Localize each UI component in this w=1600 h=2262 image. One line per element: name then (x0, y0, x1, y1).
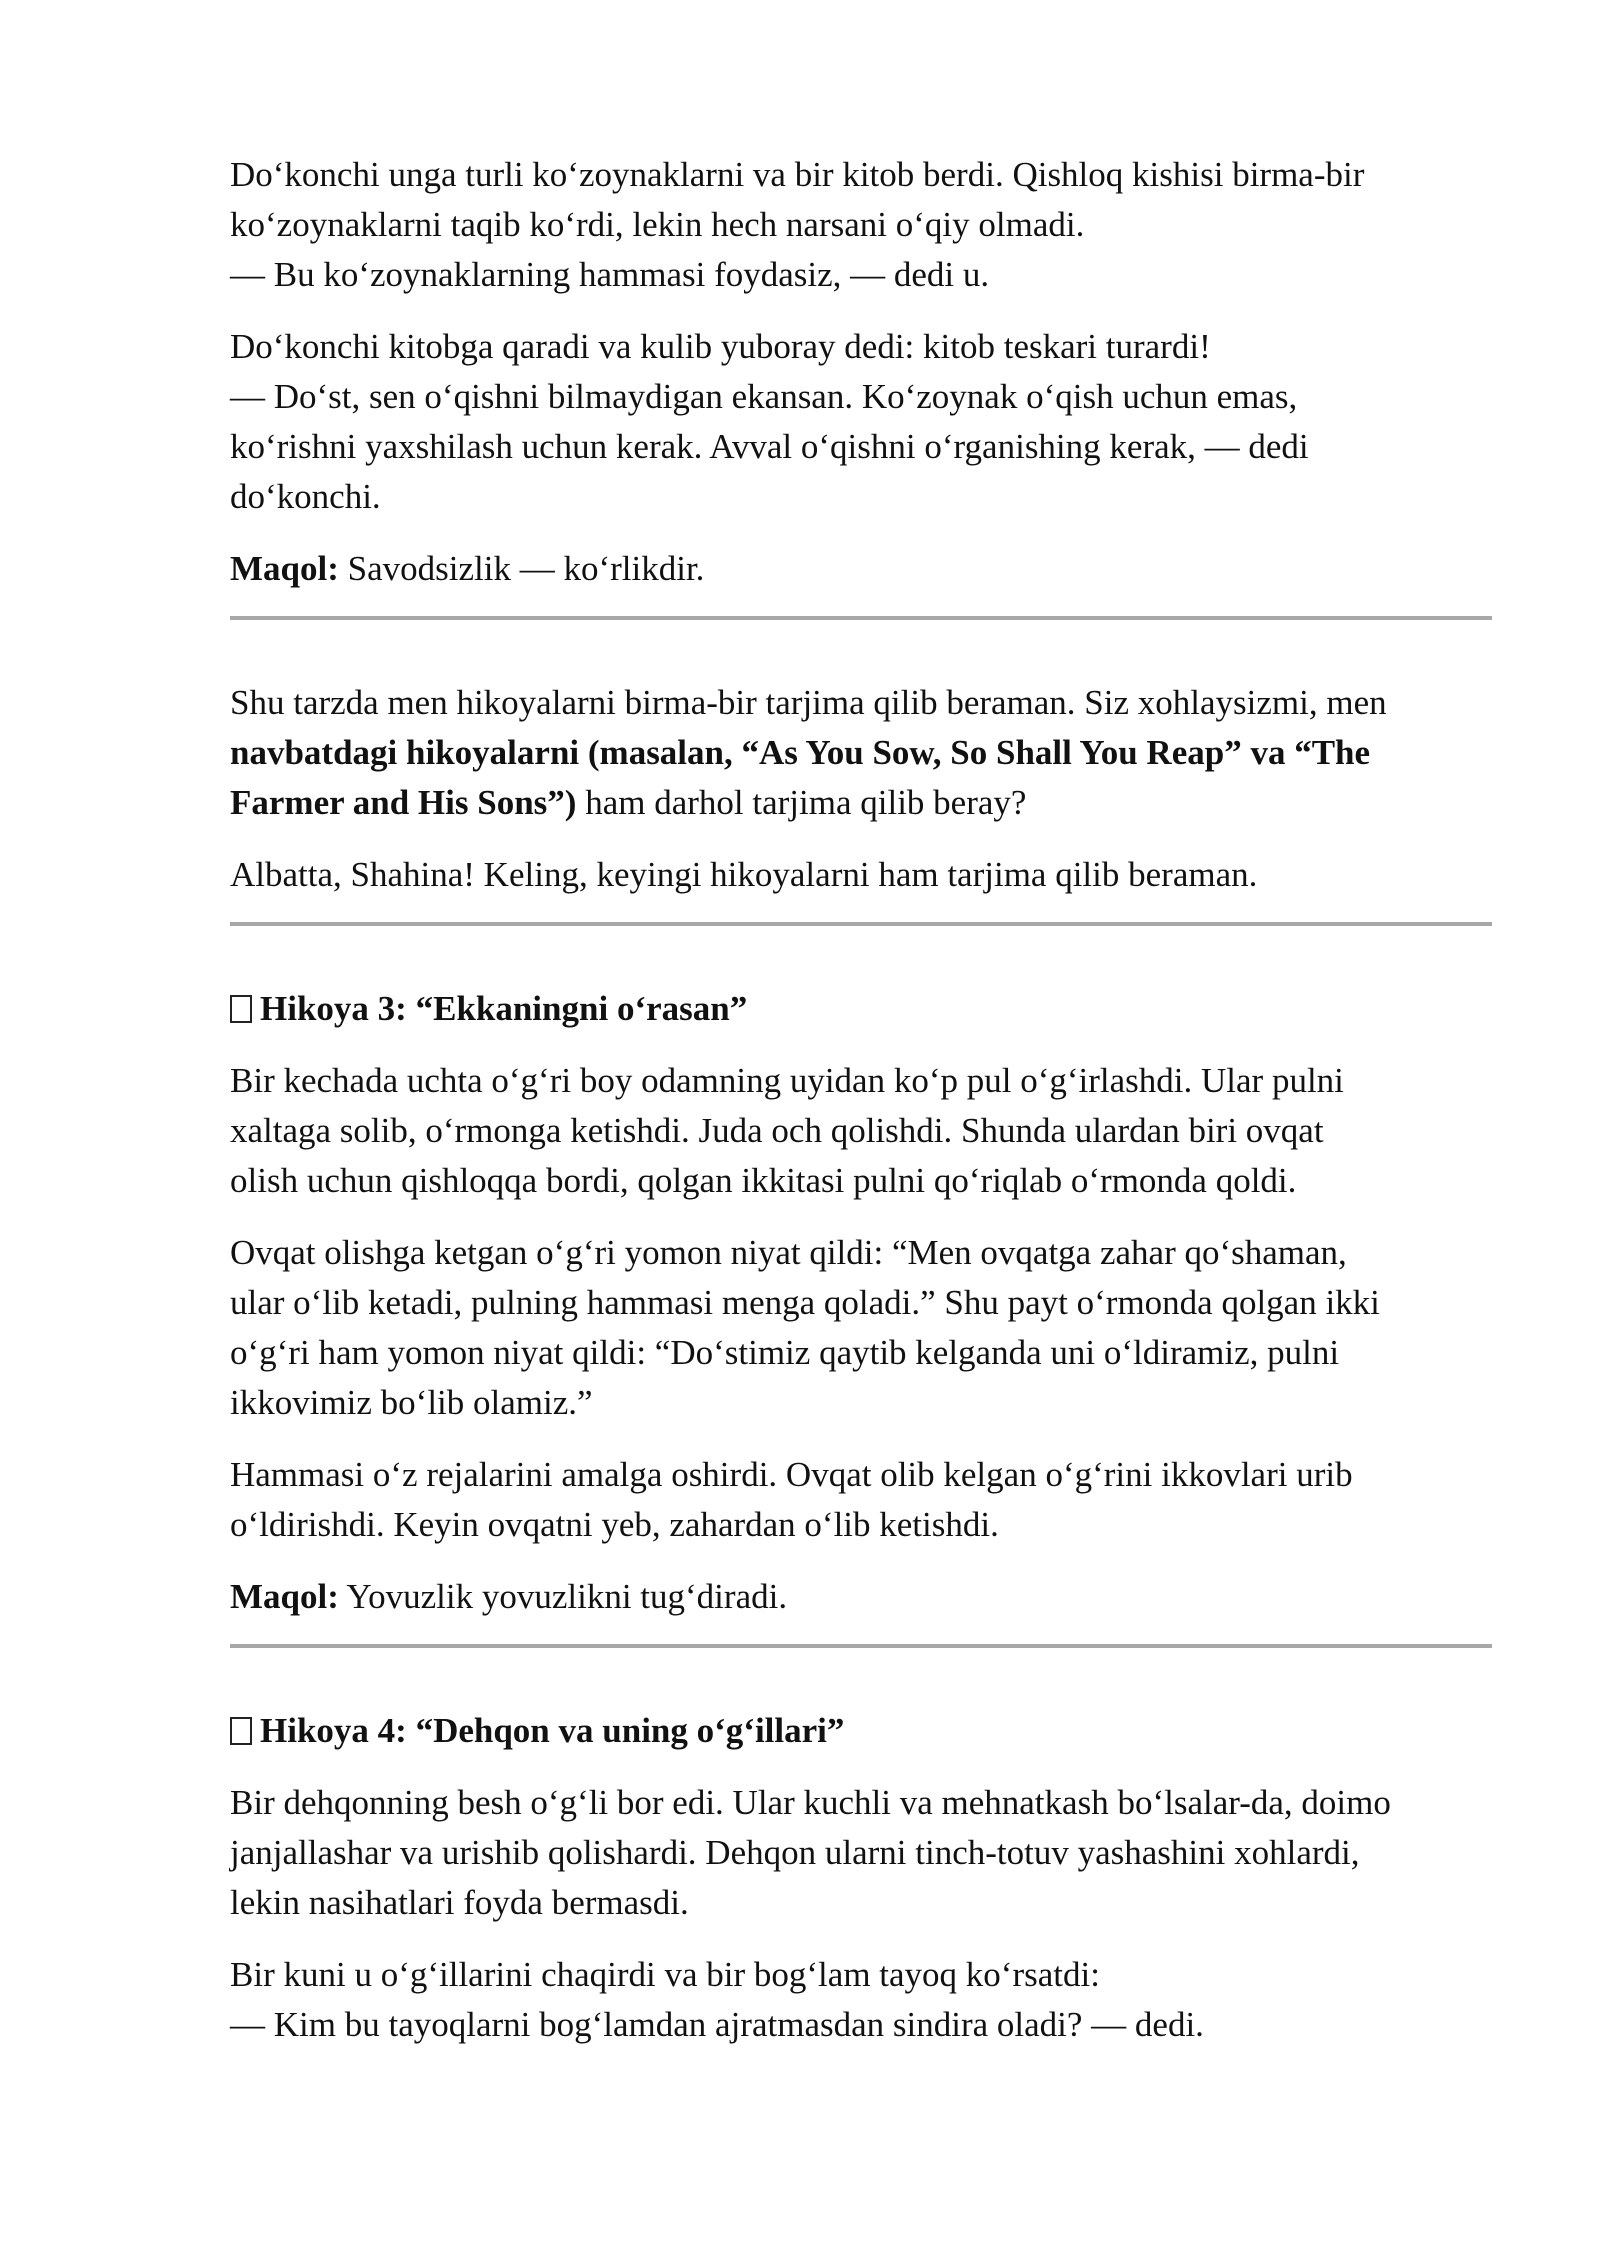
text-line: Bir dehqonning besh o‘g‘li bor edi. Ular kuchli va mehnatkash bo‘lsalar-da, doimo (230, 1783, 1391, 1822)
heading-text: Hikoya 3: “Ekkaningni o‘rasan” (260, 989, 748, 1028)
paragraph-thieves-theft (230, 1056, 1492, 1206)
text-line: olish uchun qishloqqa bordi, qolgan ikkitasi pulni qo‘riqlab o‘rmonda qoldi. (230, 1161, 1297, 1200)
story-3-heading (230, 984, 1492, 1034)
paragraph-farmer-sons (230, 1778, 1492, 1928)
section-divider (230, 1644, 1492, 1648)
paragraph-thieves-plans (230, 1228, 1492, 1428)
text-line: ko‘rishni yaxshilash uchun kerak. Avval o‘qishni o‘rganishing kerak, — dedi (230, 427, 1309, 466)
proverb-paragraph (230, 544, 1492, 594)
text-line: Do‘konchi unga turli ko‘zoynaklarni va bir kitob berdi. Qishloq kishisi birma-bir (230, 155, 1365, 194)
paragraph-farmer-sticks (230, 1950, 1492, 2050)
paragraph-translation-offer (230, 678, 1492, 828)
text-line: — Bu ko‘zoynaklarning hammasi foydasiz, — dedi u. (230, 255, 990, 294)
text-line: — Kim bu tayoqlarni bog‘lamdan ajratmasdan sindira oladi? — dedi. (230, 2005, 1204, 2044)
story-4-heading (230, 1706, 1492, 1756)
text-line: xaltaga solib, o‘rmonga ketishdi. Juda och qolishdi. Shunda ulardan biri ovqat (230, 1111, 1324, 1150)
proverb-text: Yovuzlik yovuzlikni tug‘diradi. (338, 1577, 788, 1616)
text-line: ular o‘lib ketadi, pulning hammasi menga qoladi.” Shu payt o‘rmonda qolgan ikki (230, 1283, 1380, 1322)
section-divider (230, 616, 1492, 620)
document-page (230, 150, 1492, 2072)
text-line: ikkovimiz bo‘lib olamiz.” (230, 1383, 593, 1422)
text-line: janjallashar va urishib qolishardi. Dehqon ularni tinch-totuv yashashini xohlardi, (230, 1833, 1360, 1872)
bold-span: Farmer and His Sons”) (230, 783, 577, 822)
proverb-label: Maqol: (230, 1577, 339, 1616)
text-line: Bir kechada uchta o‘g‘ri boy odamning uyidan ko‘p pul o‘g‘irlashdi. Ular pulni (230, 1061, 1344, 1100)
section-divider (230, 922, 1492, 926)
paragraph-thieves-outcome (230, 1450, 1492, 1550)
heading-text: Hikoya 4: “Dehqon va uning o‘g‘illari” (260, 1711, 845, 1750)
text-line: o‘ldirishdi. Keyin ovqatni yeb, zahardan o‘lib ketishdi. (230, 1505, 999, 1544)
paragraph-book-upside-down (230, 322, 1492, 522)
paragraph-shopkeeper-glasses (230, 150, 1492, 300)
missing-glyph-icon (230, 995, 252, 1023)
missing-glyph-icon (230, 1717, 252, 1745)
text-line: Shu tarzda men hikoyalarni birma-bir tarjima qilib beraman. Siz xohlaysizmi, men (230, 683, 1387, 722)
proverb-text: Savodsizlik — ko‘rlikdir. (338, 549, 705, 588)
text-line: do‘konchi. (230, 477, 381, 516)
text-line: Bir kuni u o‘g‘illarini chaqirdi va bir bog‘lam tayoq ko‘rsatdi: (230, 1955, 1100, 1994)
text-line-bold: navbatdagi hikoyalarni (masalan, “As You Sow, So Shall You Reap” va “The (230, 733, 1371, 772)
text-line: o‘g‘ri ham yomon niyat qildi: “Do‘stimiz qaytib kelganda uni o‘ldiramiz, pulni (230, 1333, 1340, 1372)
text-line: ko‘zoynaklarni taqib ko‘rdi, lekin hech narsani o‘qiy olmadi. (230, 205, 1085, 244)
text-line (230, 778, 1492, 828)
proverb-label: Maqol: (230, 549, 339, 588)
text-line: Do‘konchi kitobga qaradi va kulib yuboray dedi: kitob teskari turardi! (230, 327, 1211, 366)
text-line: lekin nasihatlari foyda bermasdi. (230, 1883, 689, 1922)
text-line: Ovqat olishga ketgan o‘g‘ri yomon niyat qildi: “Men ovqatga zahar qo‘shaman, (230, 1233, 1347, 1272)
paragraph-reply (230, 850, 1492, 900)
text-span: ham darhol tarjima qilib beray? (576, 783, 1027, 822)
proverb-paragraph (230, 1572, 1492, 1622)
text-span: Albatta, Shahina! Keling, keyingi hikoyalarni ham tarjima qilib beraman. (230, 855, 1258, 894)
text-line: — Do‘st, sen o‘qishni bilmaydigan ekansan. Ko‘zoynak o‘qish uchun emas, (230, 377, 1298, 416)
text-line: Hammasi o‘z rejalarini amalga oshirdi. Ovqat olib kelgan o‘g‘rini ikkovlari urib (230, 1455, 1353, 1494)
